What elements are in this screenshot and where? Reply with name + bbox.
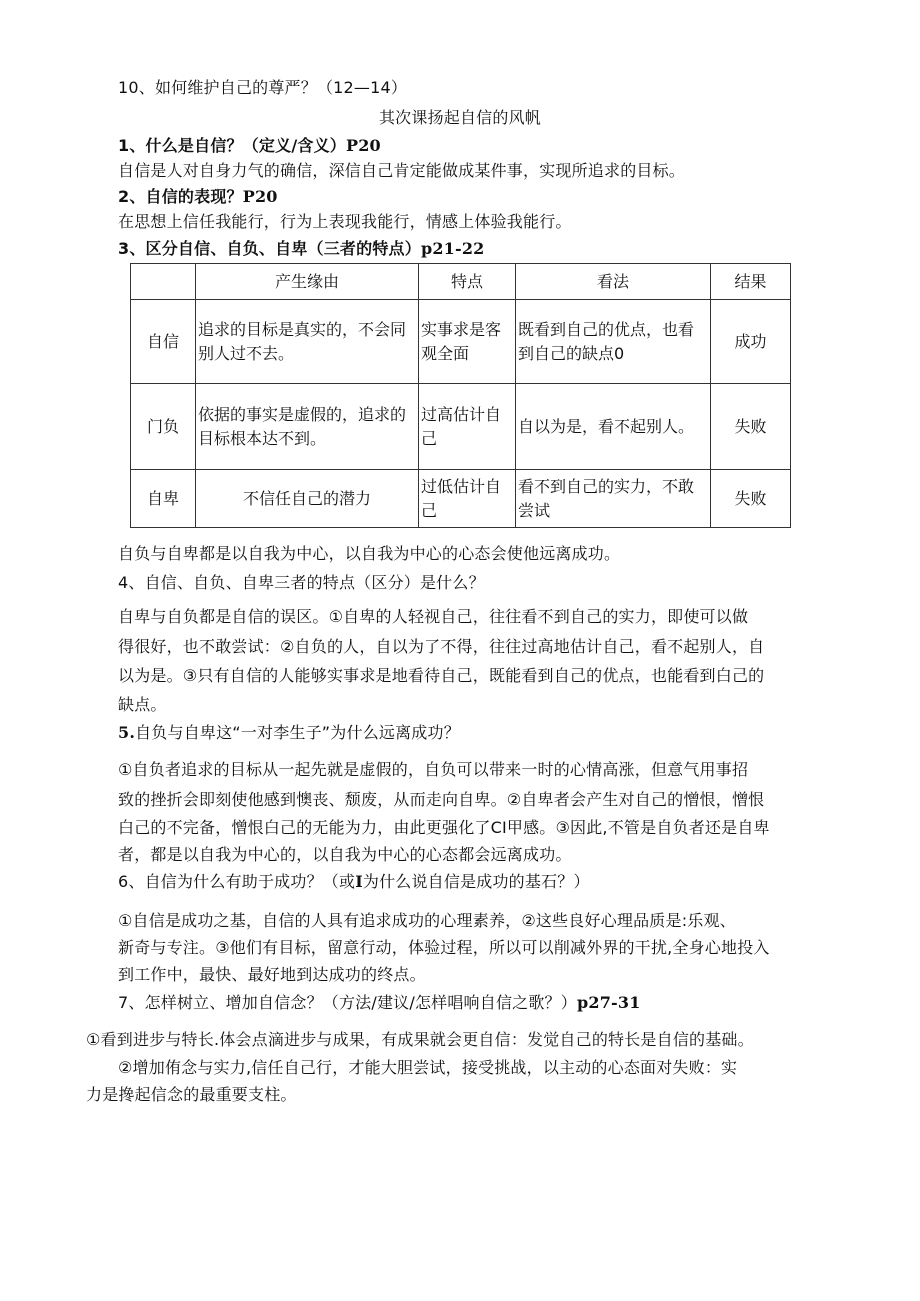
answer-4-line: 以为是。③只有自信的人能够实事求是地看待自己，既能看到自己的优点，也能看到白己的: [118, 666, 765, 685]
table-cell-view: 自以为是，看不起别人。: [516, 384, 711, 470]
table-row: [131, 384, 791, 470]
comparison-table: [130, 263, 791, 528]
table-header-row: [131, 264, 791, 300]
answer-7-line: ①看到进步与特长.体会点滴进步与成果，有成果就会更自信：发觉自己的特长是自信的基础。: [86, 1030, 754, 1049]
table-header-cell: [131, 264, 196, 300]
question-2-text: 2、自信的表现？: [118, 187, 243, 206]
question-6-text-b: I: [355, 872, 363, 891]
answer-4-line: 得很好，也不敢尝试：②自负的人，自以为了不得，往往过高地估计自己，看不起别人，自: [118, 637, 765, 656]
answer-6-line: 新奇与专注。③他们有目标，留意行动，体验过程，所以可以削减外界的干扰,全身心地投入: [118, 938, 770, 957]
table-cell-feature: 实事求是客观全面: [419, 300, 516, 384]
table-cell-result: 失败: [711, 470, 791, 528]
table-cell-cause: 依据的事实是虚假的，追求的目标根本达不到。: [196, 384, 419, 470]
table-cell-result: 失败: [711, 384, 791, 470]
answer-5-line: 致的挫折会即刻使他感到懊丧、颓废，从而走向自卑。②自卑者会产生对自己的憎恨，憎恨: [118, 790, 765, 809]
table-cell-cause: 追求的目标是真实的，不会同别人过不去。: [196, 300, 419, 384]
table-cell-feature: 过低估计自己: [419, 470, 516, 528]
answer-6-line: 到工作中，最快、最好地到达成功的终点。: [118, 965, 426, 984]
table-summary: 自负与自卑都是以自我为中心，以自我为中心的心态会使他远离成功。: [118, 544, 621, 563]
question-3: [118, 238, 485, 260]
question-6-text-a: 6、自信为什么有助于成功？（或: [118, 872, 356, 891]
table-cell-feature: 过高估计自己: [419, 384, 516, 470]
answer-6-line: ①自信是成功之基，自信的人具有追求成功的心理素养，②这些良好心理品质是:乐观、: [118, 911, 736, 930]
answer-5-line: 者，都是以自我为中心的，以自我为中心的心态都会远离成功。: [118, 845, 572, 864]
question-7-page: p27-31: [576, 993, 641, 1012]
question-6: [118, 871, 590, 893]
table-row: [131, 470, 791, 528]
question-3-text: 3、区分自信、自负、自卑（三者的特点）: [118, 239, 421, 258]
answer-4-line: 自卑与自负都是自信的误区。①自卑的人轻视自己，往往看不到自己的实力，即使可以做: [118, 607, 749, 626]
table-cell-term: 自卑: [131, 470, 196, 528]
answer-1: 自信是人对自身力气的确信，深信自己肯定能做成某件事，实现所追求的目标。: [118, 161, 686, 180]
table-header-cell: 特点: [419, 264, 516, 300]
question-1-text: 1、什么是自信？（定义/含义）: [118, 136, 346, 155]
table-header-cell: 结果: [711, 264, 791, 300]
question-5-text: 自负与自卑这“一对李生子”为什么远离成功？: [135, 723, 460, 742]
table-header-cell: 产生缘由: [196, 264, 419, 300]
answer-7-line: ②增加侑念与实力,信任自己行，才能大胆尝试，接受挑战，以主动的心态面对失败：实: [118, 1058, 738, 1077]
table-cell-result: 成功: [711, 300, 791, 384]
answer-4-line: 缺点。: [118, 695, 167, 714]
question-5-number: 5.: [118, 723, 136, 742]
question-7-text: 7、怎样树立、增加自信念？（方法/建议/怎样唱响自信之歌？）: [118, 993, 577, 1012]
answer-2: 在思想上信任我能行，行为上表现我能行，情感上体验我能行。: [118, 212, 572, 231]
question-1-page: P20: [345, 136, 381, 155]
question-3-page: p21-22: [420, 239, 485, 258]
question-2-page: P20: [242, 187, 278, 206]
table-cell-view: 看不到自己的实力，不敢尝试: [516, 470, 711, 528]
question-10: 10、如何维护自己的尊严？（12—14）: [118, 78, 408, 97]
table-header-cell: 看法: [516, 264, 711, 300]
table-cell-cause: 不信任自己的潜力: [196, 470, 419, 528]
table-cell-term: 门负: [131, 384, 196, 470]
table-row: [131, 300, 791, 384]
question-4: 4、自信、自负、自卑三者的特点（区分）是什么？: [118, 573, 485, 592]
answer-7-line: 力是搀起信念的最重要支柱。: [86, 1085, 297, 1104]
answer-5-line: 白己的不完备，憎恨白己的无能为力，由此更强化了CI甲感。③因此,不管是自负者还是自卑: [118, 818, 770, 837]
table-cell-view: 既看到自己的优点，也看到自己的缺点0: [516, 300, 711, 384]
answer-5-line: ①自负者追求的目标从一起先就是虚假的，自负可以带来一时的心情高涨，但意气用事招: [118, 760, 749, 779]
question-7: [118, 992, 641, 1014]
question-1: [118, 135, 381, 157]
question-6-text-c: 为什么说自信是成功的基石？）: [362, 872, 590, 891]
lesson-title: 其次课扬起自信的风帆: [378, 108, 541, 127]
table-cell-term: 自信: [131, 300, 196, 384]
question-5: [118, 722, 460, 744]
question-2: [118, 186, 278, 208]
